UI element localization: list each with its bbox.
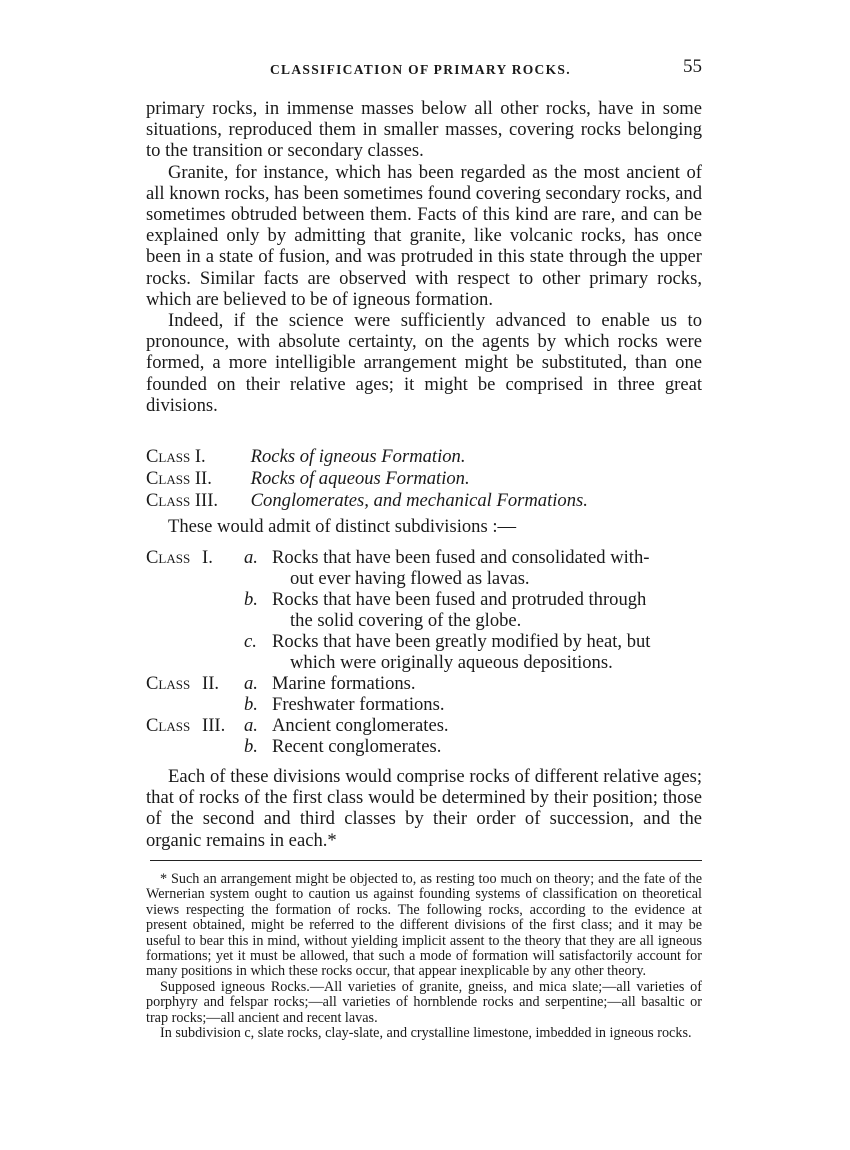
class-list-item — [146, 490, 702, 512]
subdivision-text-continued: out ever having flowed as lavas. — [290, 568, 530, 589]
class-list-item — [146, 446, 702, 468]
subdivision-item — [146, 547, 702, 589]
subdivision-letter: a. — [244, 673, 258, 694]
class-numeral: II. — [202, 673, 220, 694]
class-label: Class — [146, 547, 191, 568]
subdivision-text: Freshwater formations. — [272, 694, 445, 715]
class-numeral: I. — [202, 547, 213, 568]
subdivision-text: Rocks that have been fused and consolidated with- — [272, 547, 650, 568]
subdivision-letter: a. — [244, 547, 258, 568]
class-label: Class I. — [146, 446, 206, 467]
footnotes — [146, 872, 702, 1041]
class-list — [146, 446, 702, 512]
subdivision-letter: c. — [244, 631, 257, 652]
class-label: Class — [146, 673, 191, 694]
subdivision-text-continued: the solid covering of the globe. — [290, 610, 522, 631]
subdivision-letter: b. — [244, 694, 258, 715]
class-numeral: III. — [202, 715, 226, 736]
footnote: * Such an arrangement might be objected to, as resting too much on theory; and the fate of the Wernerian system ought to caution us against founding systems of classification on theoretical views respecting the formation of rocks. The following rocks, according to the evidence at present obtained, might be referred to the different divisions of the first class; and it may be useful to bear this in mind, without yielding implicit assent to the theory that they are all igneous formations; yet it must be allowed, that such a mode of formation will satisfactorily account for many positions in which these rocks occur, that appear inexplicable by any other theory. — [146, 871, 702, 980]
subdivision-letter: b. — [244, 736, 258, 757]
subdivision-text: Ancient conglomerates. — [272, 715, 449, 736]
subdivision-text-continued: which were originally aqueous depositions. — [290, 652, 613, 673]
body-text — [146, 98, 702, 416]
subdivision-letter: a. — [244, 715, 258, 736]
subdivision-text: Marine formations. — [272, 673, 416, 694]
subdivision-text: Recent conglomerates. — [272, 736, 442, 757]
subdivision-letter: b. — [244, 589, 258, 610]
running-head — [146, 56, 702, 84]
page-number: 55 — [683, 56, 702, 77]
subdivision-list — [146, 547, 702, 757]
subdivision-item — [146, 631, 702, 673]
subdivision-item — [146, 673, 702, 694]
class-name: Rocks of aqueous Formation. — [250, 468, 470, 489]
class-name: Rocks of igneous Formation. — [250, 446, 466, 467]
subdivision-item — [146, 715, 702, 736]
paragraph: primary rocks, in immense masses below all other rocks, have in some situations, reproduced them in smaller masses, covering rocks belonging to the transition or secondary classes. — [146, 98, 702, 162]
paragraph: Indeed, if the science were sufficiently advanced to enable us to pronounce, with absolute certainty, on the agents by which rocks were formed, a more intelligible arrangement might be substituted, than one founded on their relative ages; it might be comprised in three great divisions. — [146, 310, 702, 416]
subdivision-item — [146, 694, 702, 715]
paragraph: Granite, for instance, which has been regarded as the most ancient of all known rocks, has been sometimes found covering secondary rocks, and sometimes obtruded between them. Facts of this kind are rare, and can be explained only by admitting that granite, like volcanic rocks, has once been in a state of fusion, and was protruded in this state through the upper rocks. Similar facts are observed with respect to other primary rocks, which are believed to be of igneous formation. — [146, 161, 702, 310]
footnote-rule — [150, 860, 702, 861]
class-label: Class — [146, 715, 191, 736]
footnote: In subdivision c, slate rocks, clay-slate, and crystalline limestone, imbedded in igneous rocks. — [160, 1025, 692, 1042]
subdivision-item — [146, 589, 702, 631]
closing-paragraph: Each of these divisions would comprise rocks of different relative ages; that of rocks of the first class would be determined by their position; those of the second and third classes by their order of succession, and the organic remains in each.* — [146, 766, 702, 851]
running-head-title: CLASSIFICATION OF PRIMARY ROCKS. — [270, 62, 571, 77]
class-label: Class II. — [146, 468, 212, 489]
subdivision-text: Rocks that have been greatly modified by heat, but — [272, 631, 651, 652]
footnote: Supposed igneous Rocks.—All varieties of granite, gneiss, and mica slate;—all varieties of porphyry and felspar rocks;—all varieties of hornblende rocks and serpentine;—all basaltic or trap rocks;—all ancient and recent lavas. — [146, 978, 702, 1026]
subdivision-text: Rocks that have been fused and protruded through — [272, 589, 647, 610]
class-label: Class III. — [146, 490, 219, 511]
class-name: Conglomerates, and mechanical Formations. — [250, 490, 588, 511]
subdivision-intro: These would admit of distinct subdivisions :— — [168, 516, 517, 537]
class-list-item — [146, 468, 702, 490]
subdivision-item — [146, 736, 702, 757]
